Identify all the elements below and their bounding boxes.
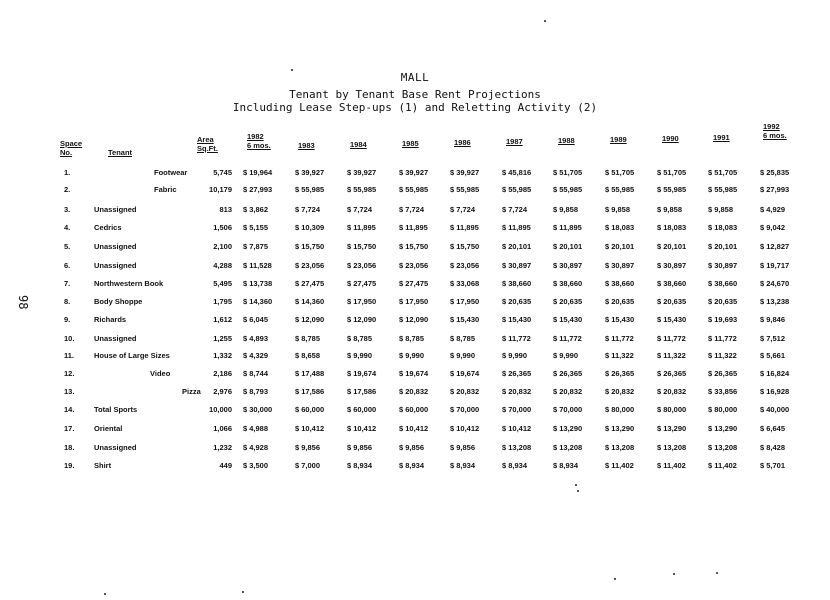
- rent-value-cell: $ 4,928: [243, 443, 269, 452]
- space-number-cell: 1.: [64, 168, 71, 177]
- rent-value-cell: $ 11,322: [605, 351, 634, 360]
- rent-value-cell: $ 26,365: [605, 369, 635, 379]
- rent-value-cell: $ 33,068: [450, 279, 480, 289]
- rent-value-cell: $ 10,412: [399, 423, 429, 433]
- rent-value-cell: $ 10,412: [450, 423, 480, 433]
- area-cell: 10,000: [209, 405, 232, 415]
- rent-value-cell: $ 9,846: [760, 315, 786, 325]
- rent-value-cell: $ 55,985: [708, 185, 738, 195]
- rent-value-cell: $ 26,365: [553, 369, 583, 379]
- rent-value-cell: $ 51,705: [708, 168, 738, 177]
- space-number-cell: 4.: [64, 223, 71, 233]
- rent-value-cell: $ 9,858: [605, 204, 631, 214]
- rent-value-cell: $ 55,985: [657, 185, 687, 195]
- rent-value-cell: $ 30,897: [708, 261, 738, 270]
- rent-value-cell: $ 20,832: [657, 386, 687, 396]
- rent-value-cell: $ 15,430: [605, 315, 635, 325]
- rent-value-cell: $ 11,772: [605, 333, 634, 343]
- rent-value-cell: $ 9,856: [347, 443, 373, 452]
- rent-value-cell: $ 27,475: [347, 279, 377, 289]
- rent-value-cell: $ 13,208: [553, 443, 583, 452]
- table-row: [0, 422, 830, 436]
- rent-value-cell: $ 26,365: [657, 369, 687, 379]
- tenant-cell: Oriental: [94, 423, 123, 433]
- rent-value-cell: $ 39,927: [347, 168, 377, 177]
- rent-value-cell: $ 13,208: [657, 443, 687, 452]
- rent-value-cell: $ 17,950: [399, 296, 429, 306]
- rent-value-cell: $ 11,895: [553, 223, 582, 233]
- area-cell: 449: [219, 461, 232, 471]
- rent-value-cell: $ 15,750: [450, 241, 480, 251]
- rent-value-cell: $ 8,934: [399, 461, 425, 471]
- table-row: [0, 277, 830, 291]
- rent-value-cell: $ 3,862: [243, 204, 269, 214]
- document-subtitle-2: Including Lease Step-ups (1) and Reletting Activity (2): [232, 101, 598, 114]
- rent-value-cell: $ 11,772: [553, 333, 582, 343]
- scan-speck: [544, 20, 546, 22]
- area-cell: 2,100: [213, 241, 232, 251]
- tenant-cell: Video: [150, 369, 171, 379]
- document-subtitle-1: Tenant by Tenant Base Rent Projections: [289, 88, 541, 101]
- table-row: [0, 313, 830, 327]
- rent-value-cell: $ 23,056: [295, 261, 325, 270]
- area-cell: 1,506: [213, 223, 232, 233]
- tenant-cell: Footwear: [154, 168, 188, 177]
- rent-value-cell: $ 9,856: [295, 443, 321, 452]
- rent-value-cell: $ 25,835: [760, 168, 790, 177]
- tenant-cell: Total Sports: [94, 405, 138, 415]
- rent-value-cell: $ 6,045: [243, 315, 269, 325]
- rent-value-cell: $ 11,895: [399, 223, 428, 233]
- space-number-cell: 2.: [64, 185, 71, 195]
- rent-value-cell: $ 30,897: [605, 261, 635, 270]
- rent-value-cell: $ 7,000: [295, 461, 321, 471]
- rent-value-cell: $ 5,661: [760, 351, 786, 360]
- space-number-cell: 14.: [64, 405, 75, 415]
- scan-speck: [577, 490, 579, 492]
- rent-value-cell: $ 16,928: [760, 386, 790, 396]
- space-number-cell: 6.: [64, 261, 71, 270]
- header-1985: 1985: [402, 139, 419, 148]
- rent-value-cell: $ 19,674: [399, 369, 429, 379]
- area-cell: 2,976: [213, 386, 232, 396]
- rent-value-cell: $ 7,724: [502, 204, 528, 214]
- scan-speck: [291, 69, 293, 71]
- space-number-cell: 17.: [64, 423, 75, 433]
- rent-value-cell: $ 20,101: [708, 241, 738, 251]
- rent-value-cell: $ 20,832: [605, 386, 635, 396]
- rent-value-cell: $ 38,660: [708, 279, 738, 289]
- rent-value-cell: $ 7,724: [295, 204, 321, 214]
- space-number-cell: 13.: [64, 386, 75, 396]
- rent-value-cell: $ 20,832: [399, 386, 429, 396]
- rent-value-cell: $ 51,705: [657, 168, 687, 177]
- rent-value-cell: $ 11,402: [708, 461, 737, 471]
- rent-value-cell: $ 11,322: [657, 351, 686, 360]
- rent-value-cell: $ 12,090: [347, 315, 377, 325]
- rent-value-cell: $ 9,858: [553, 204, 579, 214]
- rent-value-cell: $ 13,290: [657, 423, 687, 433]
- header-1989: 1989: [610, 135, 627, 144]
- rent-value-cell: $ 30,000: [243, 405, 273, 415]
- rent-value-cell: $ 11,402: [605, 461, 634, 471]
- header-1983: 1983: [298, 141, 315, 150]
- rent-value-cell: $ 17,950: [347, 296, 377, 306]
- rent-value-cell: $ 24,670: [760, 279, 790, 289]
- rent-value-cell: $ 9,042: [760, 223, 786, 233]
- rent-value-cell: $ 60,000: [295, 405, 325, 415]
- rent-value-cell: $ 55,985: [450, 185, 480, 195]
- rent-value-cell: $ 10,412: [502, 423, 532, 433]
- rent-value-cell: $ 70,000: [553, 405, 583, 415]
- table-row: [0, 259, 830, 273]
- rent-value-cell: $ 5,155: [243, 223, 269, 233]
- table-row: [0, 295, 830, 309]
- rent-value-cell: $ 15,430: [657, 315, 687, 325]
- space-number-cell: 11.: [64, 351, 75, 360]
- tenant-cell: House of Large Sizes: [94, 351, 170, 360]
- rent-value-cell: $ 38,660: [553, 279, 583, 289]
- rent-value-cell: $ 70,000: [502, 405, 532, 415]
- rent-value-cell: $ 8,785: [347, 333, 373, 343]
- space-number-cell: 18.: [64, 443, 75, 452]
- rent-value-cell: $ 70,000: [450, 405, 480, 415]
- rent-value-cell: $ 80,000: [708, 405, 738, 415]
- header-tenant: Tenant: [108, 148, 133, 157]
- space-number-cell: 12.: [64, 369, 75, 379]
- rent-value-cell: $ 11,895: [347, 223, 376, 233]
- space-number-cell: 3.: [64, 204, 71, 214]
- rent-value-cell: $ 23,056: [399, 261, 429, 270]
- rent-value-cell: $ 8,785: [295, 333, 321, 343]
- rent-value-cell: $ 7,724: [399, 204, 425, 214]
- rent-value-cell: $ 14,360: [243, 296, 273, 306]
- rent-value-cell: $ 20,101: [502, 241, 532, 251]
- scan-speck: [242, 591, 244, 593]
- rent-value-cell: $ 7,724: [450, 204, 476, 214]
- rent-value-cell: $ 60,000: [399, 405, 429, 415]
- rent-value-cell: $ 11,772: [657, 333, 686, 343]
- rent-value-cell: $ 11,528: [243, 261, 272, 270]
- rent-value-cell: $ 9,990: [399, 351, 425, 360]
- rent-value-cell: $ 8,793: [243, 386, 269, 396]
- space-number-cell: 19.: [64, 461, 75, 471]
- rent-value-cell: $ 17,950: [450, 296, 480, 306]
- rent-value-cell: $ 4,988: [243, 423, 269, 433]
- rent-value-cell: $ 13,290: [553, 423, 583, 433]
- header-1984: 1984: [350, 140, 367, 149]
- rent-value-cell: $ 39,927: [399, 168, 429, 177]
- rent-value-cell: $ 55,985: [399, 185, 429, 195]
- rent-value-cell: $ 20,832: [553, 386, 583, 396]
- rent-value-cell: $ 39,927: [295, 168, 325, 177]
- rent-value-cell: $ 7,724: [347, 204, 373, 214]
- rent-value-cell: $ 20,101: [657, 241, 687, 251]
- rent-value-cell: $ 13,208: [708, 443, 738, 452]
- area-cell: 1,612: [213, 315, 232, 325]
- scan-speck: [716, 572, 718, 574]
- rent-value-cell: $ 38,660: [502, 279, 532, 289]
- rent-value-cell: $ 23,056: [347, 261, 377, 270]
- area-cell: 1,332: [213, 351, 232, 360]
- rent-value-cell: $ 20,832: [450, 386, 480, 396]
- area-cell: 1,232: [213, 443, 232, 452]
- rent-value-cell: $ 19,674: [347, 369, 377, 379]
- rent-value-cell: $ 11,402: [657, 461, 686, 471]
- rent-value-cell: $ 9,856: [399, 443, 425, 452]
- rent-value-cell: $ 27,993: [760, 185, 790, 195]
- space-number-cell: 5.: [64, 241, 71, 251]
- rent-value-cell: $ 11,772: [708, 333, 737, 343]
- rent-value-cell: $ 20,635: [502, 296, 532, 306]
- rent-value-cell: $ 9,858: [708, 204, 734, 214]
- rent-value-cell: $ 14,360: [295, 296, 325, 306]
- tenant-cell: Pizza: [182, 386, 201, 396]
- rent-value-cell: $ 17,586: [347, 386, 377, 396]
- page-number: 98: [16, 295, 30, 310]
- rent-value-cell: $ 60,000: [347, 405, 377, 415]
- rent-value-cell: $ 20,635: [553, 296, 583, 306]
- rent-value-cell: $ 20,635: [708, 296, 738, 306]
- tenant-cell: Unassigned: [94, 204, 137, 214]
- rent-value-cell: $ 8,934: [502, 461, 528, 471]
- rent-value-cell: $ 8,934: [347, 461, 373, 471]
- rent-value-cell: $ 38,660: [605, 279, 635, 289]
- rent-value-cell: $ 15,750: [347, 241, 377, 251]
- area-cell: 2,186: [213, 369, 232, 379]
- space-number-cell: 9.: [64, 315, 71, 325]
- rent-value-cell: $ 17,488: [295, 369, 325, 379]
- area-cell: 10,179: [209, 185, 232, 195]
- rent-value-cell: $ 13,290: [605, 423, 635, 433]
- table-row: [0, 349, 830, 363]
- header-1990: 1990: [662, 134, 679, 143]
- rent-value-cell: $ 26,365: [502, 369, 532, 379]
- rent-value-cell: $ 13,208: [502, 443, 532, 452]
- rent-value-cell: $ 11,895: [502, 223, 531, 233]
- rent-value-cell: $ 51,705: [605, 168, 635, 177]
- rent-value-cell: $ 27,475: [295, 279, 325, 289]
- header-1992: 1992 6 mos.: [763, 122, 787, 140]
- rent-value-cell: $ 15,430: [553, 315, 583, 325]
- scan-speck: [673, 573, 675, 575]
- rent-value-cell: $ 4,893: [243, 333, 269, 343]
- rent-value-cell: $ 30,897: [657, 261, 687, 270]
- header-1988: 1988: [558, 136, 575, 145]
- rent-value-cell: $ 12,090: [295, 315, 325, 325]
- header-space-no: Space No.: [60, 139, 83, 157]
- header-area: Area Sq.Ft.: [197, 135, 218, 153]
- rent-value-cell: $ 8,658: [295, 351, 321, 360]
- rent-value-cell: $ 13,238: [760, 296, 790, 306]
- scan-speck: [614, 578, 616, 580]
- header-1991: 1991: [713, 133, 730, 142]
- rent-value-cell: $ 8,785: [399, 333, 425, 343]
- rent-value-cell: $ 27,993: [243, 185, 273, 195]
- rent-value-cell: $ 20,832: [502, 386, 532, 396]
- rent-value-cell: $ 11,895: [450, 223, 479, 233]
- rent-value-cell: $ 55,985: [502, 185, 532, 195]
- rent-value-cell: $ 55,985: [347, 185, 377, 195]
- rent-value-cell: $ 23,056: [450, 261, 480, 270]
- rent-value-cell: $ 7,512: [760, 333, 786, 343]
- rent-value-cell: $ 9,858: [657, 204, 683, 214]
- rent-value-cell: $ 8,744: [243, 369, 269, 379]
- table-row: [0, 240, 830, 254]
- rent-value-cell: $ 55,985: [553, 185, 583, 195]
- scan-speck: [104, 593, 106, 595]
- tenant-cell: Unassigned: [94, 333, 137, 343]
- tenant-cell: Northwestern Book: [94, 279, 164, 289]
- area-cell: 813: [219, 204, 232, 214]
- rent-value-cell: $ 4,329: [243, 351, 269, 360]
- rent-value-cell: $ 38,660: [657, 279, 687, 289]
- table-row: [0, 183, 830, 197]
- area-cell: 1,066: [213, 423, 232, 433]
- tenant-cell: Richards: [94, 315, 127, 325]
- table-row: [0, 332, 830, 346]
- rent-value-cell: $ 13,290: [708, 423, 738, 433]
- table-row: [0, 367, 830, 381]
- tenant-cell: Unassigned: [94, 261, 137, 270]
- rent-value-cell: $ 7,875: [243, 241, 269, 251]
- tenant-cell: Unassigned: [94, 241, 137, 251]
- rent-value-cell: $ 3,500: [243, 461, 269, 471]
- area-cell: 5,495: [213, 279, 232, 289]
- table-row: [0, 166, 830, 180]
- rent-value-cell: $ 12,827: [760, 241, 790, 251]
- rent-value-cell: $ 33,856: [708, 386, 738, 396]
- rent-value-cell: $ 12,090: [399, 315, 429, 325]
- rent-value-cell: $ 10,412: [347, 423, 377, 433]
- rent-value-cell: $ 8,785: [450, 333, 476, 343]
- rent-value-cell: $ 9,856: [450, 443, 476, 452]
- rent-value-cell: $ 4,929: [760, 204, 786, 214]
- rent-value-cell: $ 18,083: [657, 223, 687, 233]
- table-row: [0, 221, 830, 235]
- space-number-cell: 10.: [64, 333, 75, 343]
- rent-value-cell: $ 80,000: [657, 405, 687, 415]
- table-row: [0, 403, 830, 417]
- area-cell: 1,255: [213, 333, 232, 343]
- rent-value-cell: $ 8,934: [553, 461, 579, 471]
- rent-value-cell: $ 30,897: [502, 261, 532, 270]
- space-number-cell: 7.: [64, 279, 71, 289]
- header-1987: 1987: [506, 137, 523, 146]
- rent-value-cell: $ 8,934: [450, 461, 476, 471]
- rent-value-cell: $ 6,645: [760, 423, 786, 433]
- rent-value-cell: $ 40,000: [760, 405, 790, 415]
- tenant-cell: Fabric: [154, 185, 177, 195]
- rent-value-cell: $ 16,824: [760, 369, 790, 379]
- rent-value-cell: $ 15,430: [450, 315, 480, 325]
- rent-value-cell: $ 20,101: [553, 241, 583, 251]
- area-cell: 5,745: [213, 168, 232, 177]
- table-row: [0, 385, 830, 399]
- rent-value-cell: $ 19,674: [450, 369, 480, 379]
- rent-value-cell: $ 20,101: [605, 241, 635, 251]
- rent-value-cell: $ 18,083: [605, 223, 635, 233]
- tenant-cell: Unassigned: [94, 443, 137, 452]
- rent-value-cell: $ 20,635: [657, 296, 687, 306]
- rent-value-cell: $ 19,964: [243, 168, 273, 177]
- rent-value-cell: $ 15,430: [502, 315, 532, 325]
- rent-value-cell: $ 17,586: [295, 386, 325, 396]
- rent-value-cell: $ 8,428: [760, 443, 786, 452]
- rent-value-cell: $ 9,990: [553, 351, 579, 360]
- table-row: [0, 203, 830, 217]
- rent-value-cell: $ 27,475: [399, 279, 429, 289]
- rent-value-cell: $ 5,701: [760, 461, 786, 471]
- rent-value-cell: $ 45,816: [502, 168, 532, 177]
- rent-value-cell: $ 30,897: [553, 261, 583, 270]
- rent-value-cell: $ 13,208: [605, 443, 635, 452]
- area-cell: 4,288: [213, 261, 232, 270]
- tenant-cell: Shirt: [94, 461, 112, 471]
- rent-value-cell: $ 10,309: [295, 223, 325, 233]
- rent-value-cell: $ 11,772: [502, 333, 531, 343]
- rent-value-cell: $ 26,365: [708, 369, 738, 379]
- rent-value-cell: $ 9,990: [450, 351, 476, 360]
- rent-value-cell: $ 51,705: [553, 168, 583, 177]
- rent-value-cell: $ 55,985: [605, 185, 635, 195]
- header-1986: 1986: [454, 138, 471, 147]
- rent-value-cell: $ 19,717: [760, 261, 790, 270]
- table-row: [0, 441, 830, 455]
- scan-speck: [575, 484, 577, 486]
- rent-value-cell: $ 19,693: [708, 315, 738, 325]
- rent-value-cell: $ 9,990: [502, 351, 528, 360]
- tenant-cell: Body Shoppe: [94, 296, 143, 306]
- rent-value-cell: $ 9,990: [347, 351, 373, 360]
- rent-value-cell: $ 55,985: [295, 185, 325, 195]
- space-number-cell: 8.: [64, 296, 71, 306]
- rent-value-cell: $ 15,750: [399, 241, 429, 251]
- rent-value-cell: $ 18,083: [708, 223, 738, 233]
- rent-value-cell: $ 80,000: [605, 405, 635, 415]
- table-row: [0, 459, 830, 473]
- document-title: MALL: [400, 71, 430, 84]
- rent-value-cell: $ 11,322: [708, 351, 737, 360]
- header-1982: 1982 6 mos.: [247, 132, 271, 150]
- rent-value-cell: $ 39,927: [450, 168, 480, 177]
- rent-value-cell: $ 10,412: [295, 423, 325, 433]
- rent-value-cell: $ 13,738: [243, 279, 273, 289]
- tenant-cell: Cedrics: [94, 223, 122, 233]
- rent-value-cell: $ 15,750: [295, 241, 325, 251]
- area-cell: 1,795: [213, 296, 232, 306]
- rent-value-cell: $ 20,635: [605, 296, 635, 306]
